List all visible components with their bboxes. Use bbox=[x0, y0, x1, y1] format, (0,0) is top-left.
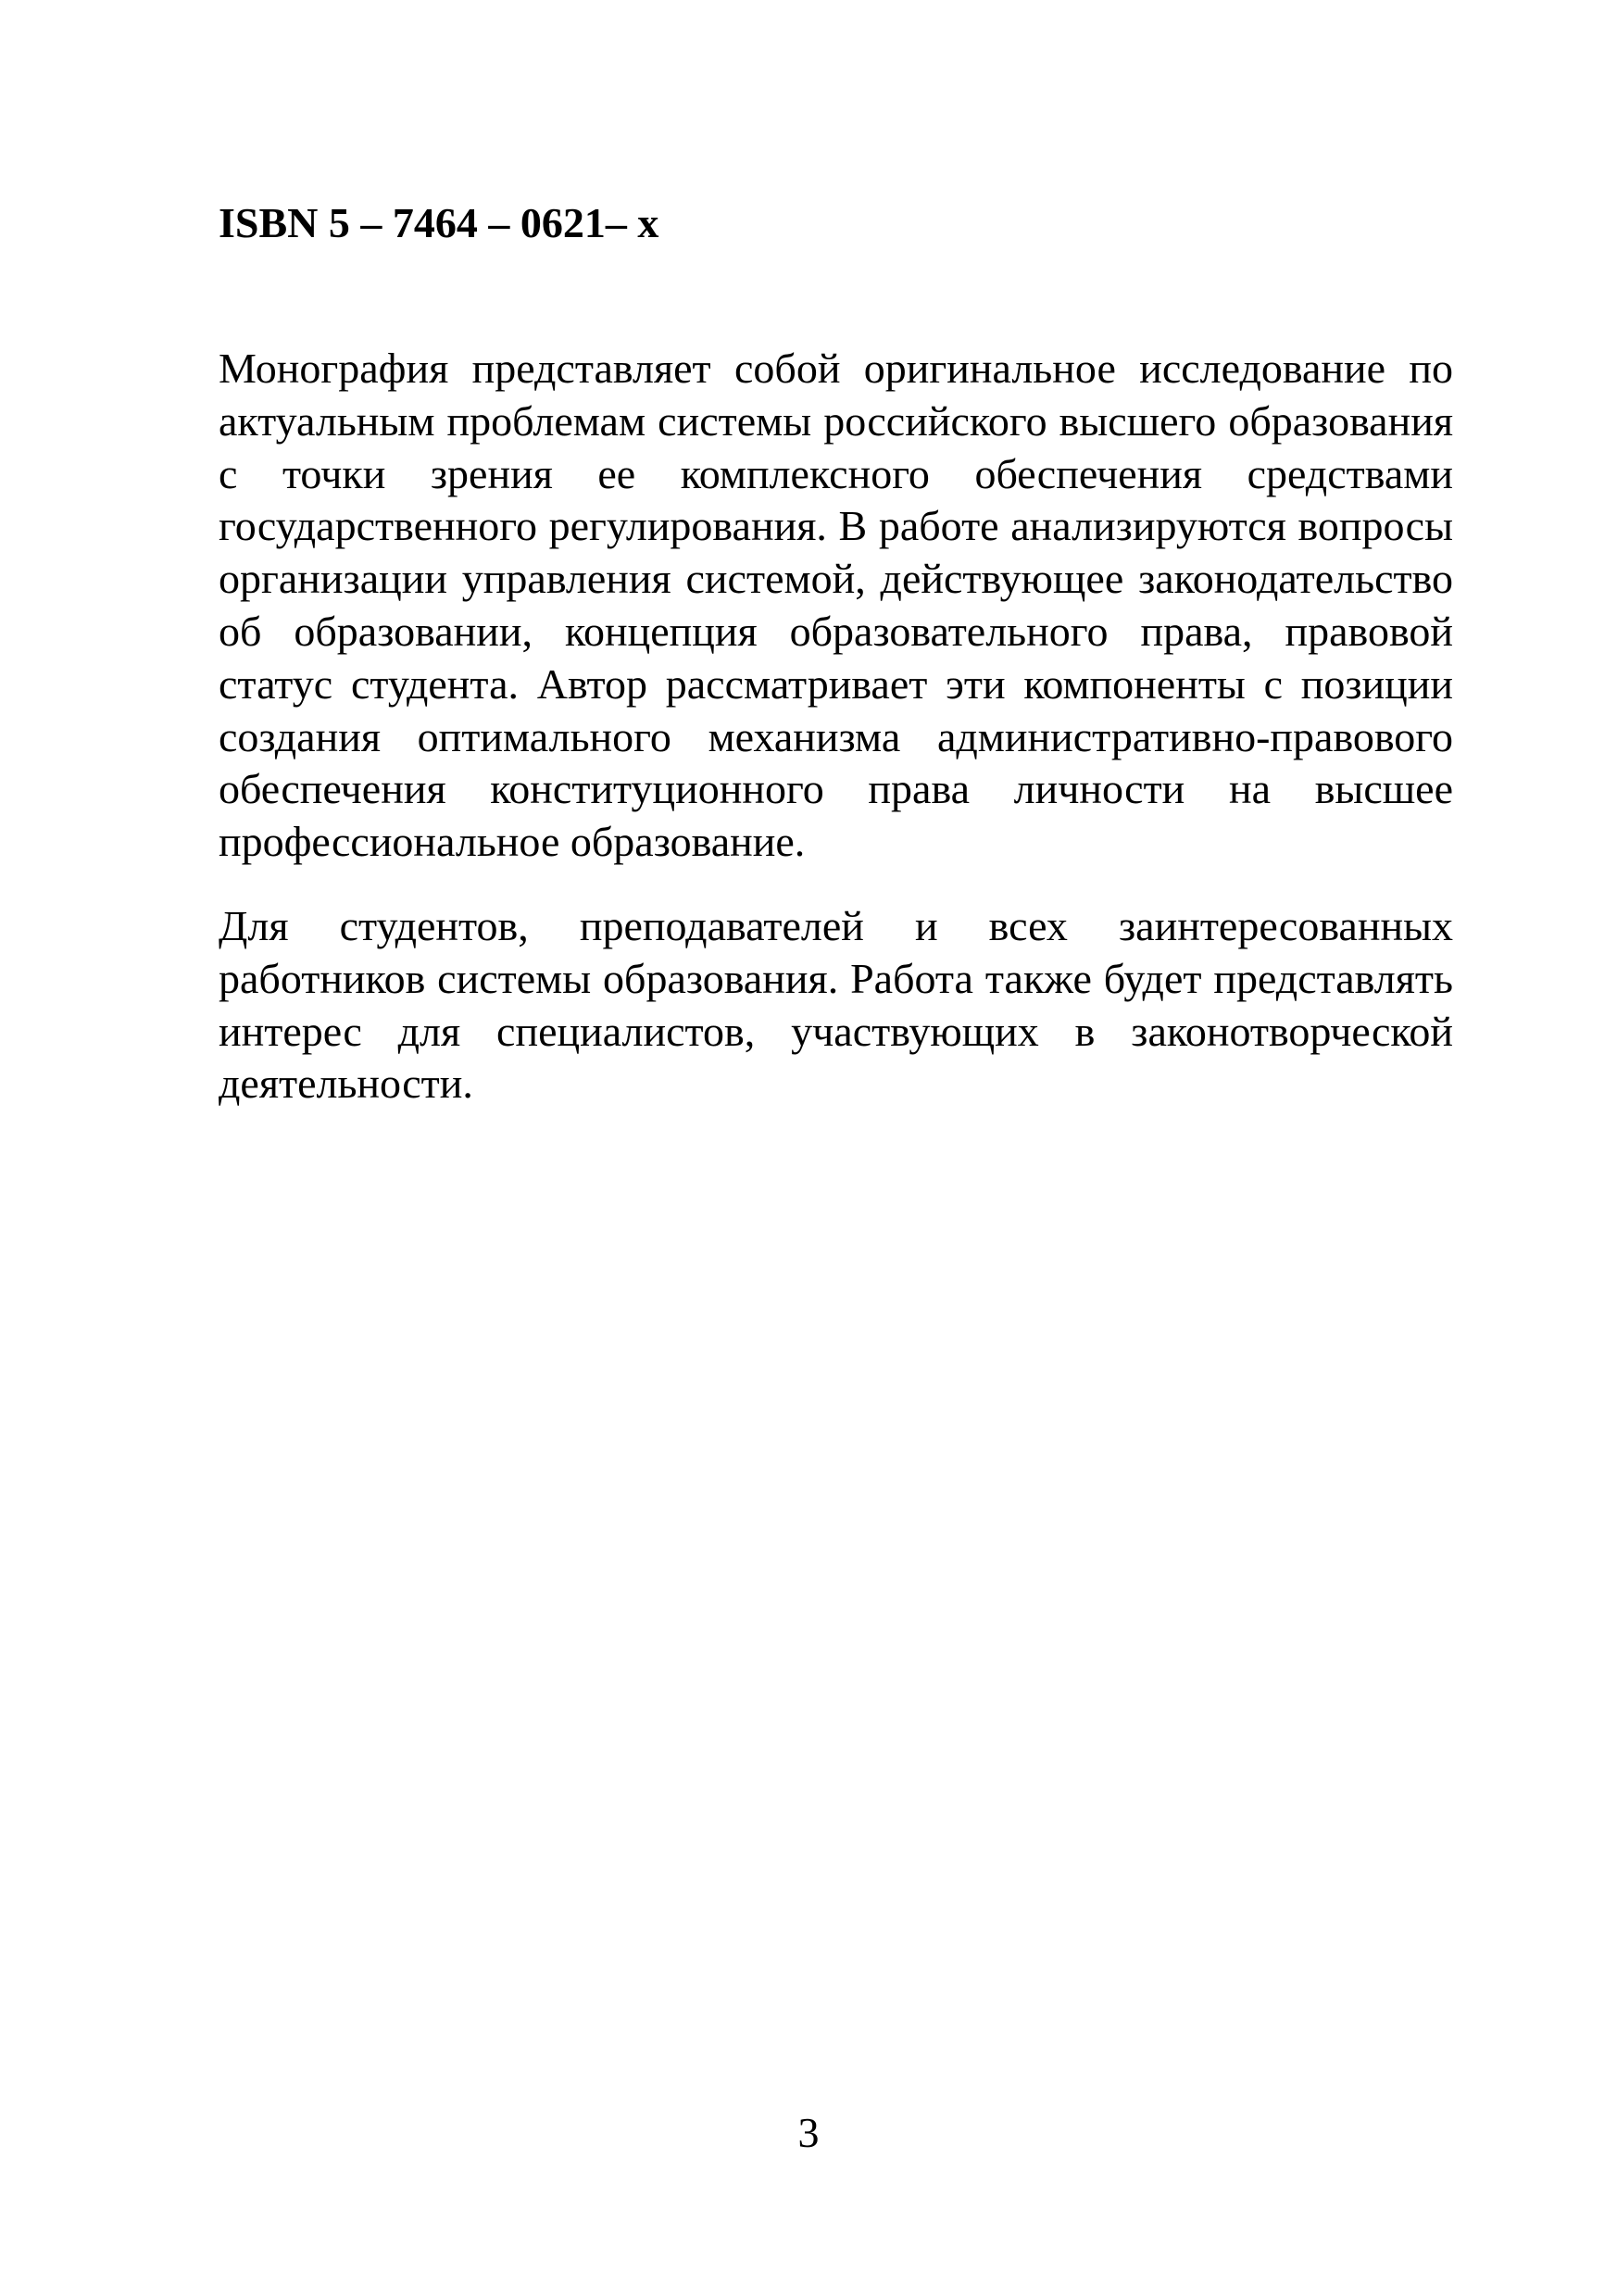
isbn-line: ISBN 5 – 7464 – 0621– x bbox=[219, 199, 659, 246]
abstract-text bbox=[219, 343, 1453, 1142]
abstract-paragraph-2: Для студентов, преподавателей и всех заинтересованных работников системы образования. Работа также будет представлять интерес для специалистов, участвующих в законотворческой деятельности. bbox=[219, 901, 1453, 1108]
abstract-paragraph-1: Монография представляет собой оригинальное исследование по актуальным проблемам системы российского высшего образования с точки зрения ее комплексного обеспечения средствами государственного регулирования. В работе анализируются вопросы организации управления системой, действующее законодательство об образовании, концепция образовательного права, правовой статус студента. Автор рассматривает эти компоненты с позиции создания оптимального механизма административно-правового обеспечения конституционного права личности на высшее профессиональное образование. bbox=[219, 345, 1453, 866]
page-number: 3 bbox=[797, 2109, 820, 2156]
